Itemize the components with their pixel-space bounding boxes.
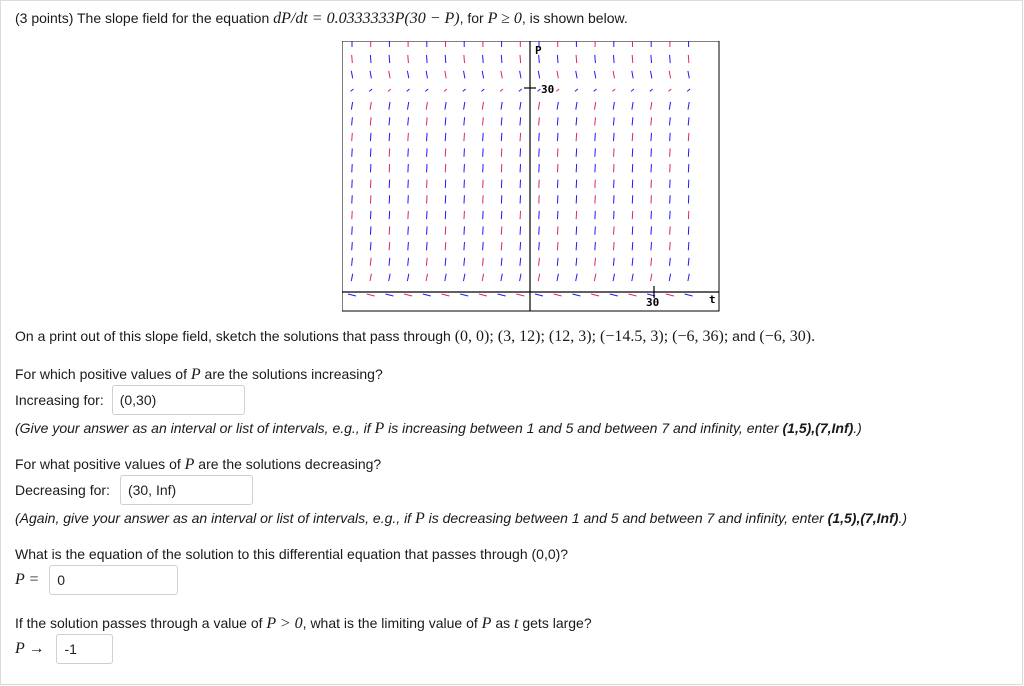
dec-note-prefix: (Again, give your answer as an interval or list of intervals, e.g., if xyxy=(15,510,415,526)
lim-prefix: If the solution passes through a value of xyxy=(15,615,267,631)
slope-segment xyxy=(389,55,390,63)
slope-segment xyxy=(614,133,615,141)
slope-segment xyxy=(632,55,633,63)
inc-note-var: P xyxy=(374,420,385,437)
sketch-instruction xyxy=(15,328,815,346)
increasing-question xyxy=(15,366,383,384)
slope-segment xyxy=(520,133,521,141)
slope-segment xyxy=(501,242,502,250)
equation-input[interactable] xyxy=(49,565,178,595)
header-condition: P ≥ 0 xyxy=(487,10,522,27)
slope-segment xyxy=(408,55,409,63)
slope-segment xyxy=(389,226,390,234)
lim-t: t xyxy=(514,615,519,632)
slope-segment xyxy=(445,55,446,63)
dec-note-var: P xyxy=(414,510,425,527)
lim-var: P xyxy=(481,615,492,632)
increasing-input-value: (0,30) xyxy=(119,392,157,408)
slope-segment xyxy=(483,242,484,250)
slope-segment xyxy=(370,55,371,63)
equation-input-value: 0 xyxy=(57,572,66,588)
inc-q-suffix: are the solutions increasing? xyxy=(200,366,383,382)
slope-segment xyxy=(595,242,596,250)
decreasing-label: Decreasing for: xyxy=(15,482,110,498)
slope-segment xyxy=(688,226,689,234)
slope-segment xyxy=(427,133,428,141)
slope-segment xyxy=(389,133,390,141)
slope-field-plot xyxy=(342,41,720,313)
slope-segment xyxy=(426,242,427,250)
dec-note-suffix: .) xyxy=(898,510,907,526)
inc-note-example: (1,5),(7,Inf) xyxy=(782,420,854,436)
inc-q-var: P xyxy=(190,366,201,383)
slope-segment xyxy=(670,226,671,234)
slope-segment xyxy=(539,226,540,234)
lim-condition: P > 0 xyxy=(266,615,303,632)
slope-segment xyxy=(670,242,671,250)
slope-segment xyxy=(445,133,446,141)
limit-label: P → xyxy=(15,640,45,657)
slope-segment xyxy=(389,242,390,250)
slope-segment xyxy=(688,242,689,250)
slope-segment xyxy=(483,133,484,141)
question-header xyxy=(15,10,628,28)
slope-segment xyxy=(651,133,652,141)
dec-q-var: P xyxy=(184,456,195,473)
limit-question xyxy=(15,615,592,633)
slope-segment xyxy=(370,133,371,141)
increasing-answer-row xyxy=(15,385,245,415)
slope-segment xyxy=(595,55,596,63)
slope-segment xyxy=(651,55,652,63)
slope-segment xyxy=(352,242,353,250)
header-suffix: , is shown below. xyxy=(521,10,628,26)
slope-segment xyxy=(352,226,353,234)
slope-segment xyxy=(464,226,465,234)
slope-segment xyxy=(370,242,371,250)
t-tick-label: 30 xyxy=(646,296,660,309)
eq-question-text: What is the equation of the solution to this differential equation that passes through (0,0)? xyxy=(15,546,569,562)
decreasing-input[interactable] xyxy=(120,475,253,505)
dec-q-prefix: For what positive values of xyxy=(15,456,185,472)
p-axis-label: P xyxy=(535,44,542,57)
slope-segment xyxy=(539,133,540,141)
slope-segment xyxy=(501,55,502,63)
slope-segment xyxy=(576,133,577,141)
slope-segment xyxy=(576,242,577,250)
header-prefix: (3 points) The slope field for the equation xyxy=(15,10,274,26)
slope-segment xyxy=(483,55,484,63)
inc-note-mid: is increasing between 1 and 5 and between 7 and infinity, enter xyxy=(384,420,783,436)
decreasing-input-value: (30, Inf) xyxy=(127,482,177,498)
increasing-note xyxy=(15,420,862,438)
decreasing-answer-row xyxy=(15,475,253,505)
slope-segment xyxy=(651,242,652,250)
slope-segment xyxy=(408,226,409,234)
slope-segment xyxy=(426,55,427,63)
slope-segment xyxy=(557,55,558,63)
slope-segment xyxy=(539,242,540,250)
slope-segment xyxy=(632,133,633,141)
slope-segment xyxy=(632,242,633,250)
slope-segment xyxy=(651,226,652,234)
decreasing-note xyxy=(15,510,907,528)
inc-q-prefix: For which positive values of xyxy=(15,366,191,382)
dec-note-mid: is decreasing between 1 and 5 and between 7 and infinity, enter xyxy=(424,510,828,526)
lim-mid: , what is the limiting value of xyxy=(302,615,482,631)
header-equation: dP/dt = 0.0333333P(30 − P) xyxy=(273,10,460,27)
slope-segment xyxy=(445,242,446,250)
slope-segment xyxy=(408,133,409,141)
equation-label: P = xyxy=(15,571,40,588)
slope-segment xyxy=(352,133,353,141)
dec-q-suffix: are the solutions decreasing? xyxy=(194,456,382,472)
slope-segment xyxy=(464,133,465,141)
slope-segment xyxy=(576,55,577,63)
sketch-prefix: On a print out of this slope field, sketch the solutions that pass through xyxy=(15,328,455,344)
slope-segment xyxy=(613,55,614,63)
slope-segment xyxy=(501,226,502,234)
slope-segment xyxy=(688,55,689,63)
sketch-points: (0, 0); (3, 12); (12, 3); (−14.5, 3); (−6, 36); xyxy=(454,328,729,345)
slope-segment xyxy=(501,133,502,141)
slope-segment xyxy=(613,242,614,250)
equation-answer-row xyxy=(15,565,178,595)
limit-answer-row xyxy=(15,634,113,664)
dec-note-example: (1,5),(7,Inf) xyxy=(827,510,899,526)
slope-segment xyxy=(520,55,521,63)
slope-segment xyxy=(557,133,558,141)
sketch-last-point: (−6, 30). xyxy=(759,328,816,345)
limit-input-value: -1 xyxy=(64,641,77,657)
decreasing-question xyxy=(15,456,381,474)
slope-segment xyxy=(632,226,633,234)
limit-input[interactable] xyxy=(56,634,113,664)
increasing-label: Increasing for: xyxy=(15,392,104,408)
slope-segment xyxy=(520,242,521,250)
slope-segment xyxy=(595,133,596,141)
lim-as: as xyxy=(491,615,515,631)
slope-segment xyxy=(595,226,596,234)
lim-suffix: gets large? xyxy=(518,615,592,631)
slope-segment xyxy=(614,226,615,234)
slope-segment xyxy=(670,55,671,63)
equation-question xyxy=(15,546,568,562)
p-tick-label: 30 xyxy=(541,83,555,96)
inc-note-suffix: .) xyxy=(853,420,862,436)
header-mid: , for xyxy=(459,10,488,26)
slope-segment xyxy=(464,55,465,63)
slope-segment xyxy=(670,133,671,141)
slope-segment xyxy=(557,242,558,250)
increasing-input[interactable] xyxy=(112,385,245,415)
t-axis-label: t xyxy=(709,293,716,306)
slope-segment xyxy=(520,226,521,234)
inc-note-prefix: (Give your answer as an interval or list of intervals, e.g., if xyxy=(15,420,375,436)
slope-segment xyxy=(352,55,353,63)
slope-segment xyxy=(370,226,371,234)
slope-segment xyxy=(576,226,577,234)
slope-segment xyxy=(464,242,465,250)
slope-segment xyxy=(445,226,446,234)
slope-segment xyxy=(688,133,689,141)
sketch-and: and xyxy=(728,328,760,344)
slope-segment xyxy=(483,226,484,234)
slope-segment xyxy=(557,226,558,234)
slope-segment xyxy=(427,226,428,234)
slope-segment xyxy=(408,242,409,250)
